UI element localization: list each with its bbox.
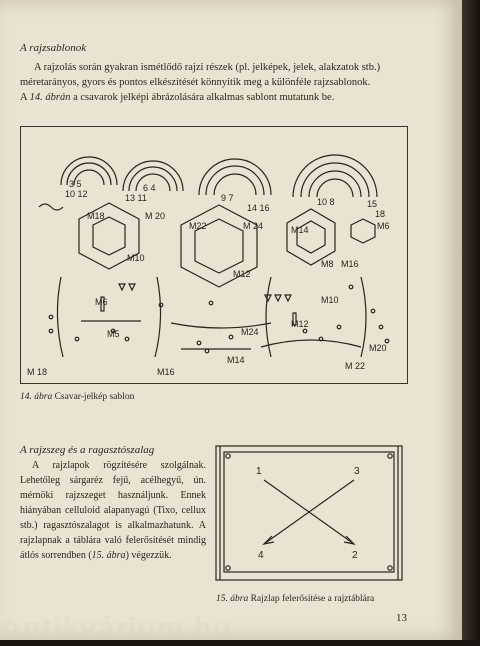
stencil-drawing [21, 127, 407, 383]
corner-label-2: 2 [352, 550, 358, 561]
label-m18-top: M18 [87, 211, 105, 221]
figure-14-ref: 14. ábrán [29, 92, 71, 103]
intro-line-2: méretarányos, gyors és pontos elkészítését könnyítik meg a különféle rajzsablonok. [20, 77, 371, 88]
page-number: 13 [396, 612, 407, 624]
label-m24-low: M24 [241, 327, 259, 337]
watermark: Antikvárium.hu [0, 612, 233, 645]
label-m22-bottom: M 22 [345, 361, 366, 371]
section-heading-pins-tape: A rajzszeg és a ragasztószalag [20, 444, 155, 456]
label-m20-top: M 20 [145, 211, 166, 221]
intro-line-1: A rajzolás során gyakran ismétlődő rajzi részek (pl. jelképek, jelek, alakzatok stb.) [34, 62, 381, 73]
label-m8: M8 [321, 259, 334, 269]
stencil-num-2b: 6 4 [143, 183, 156, 193]
label-m12-low: M12 [291, 319, 309, 329]
label-m16-top: M16 [341, 259, 359, 269]
corner-label-3: 3 [354, 466, 360, 477]
figure-14-caption: 14. ábra Csavar-jelkép sablon [20, 392, 135, 402]
label-m6-right: M6 [377, 221, 390, 231]
label-m22-top: M22 [189, 221, 207, 231]
figure-14-stencil [20, 126, 408, 384]
label-m10: M10 [127, 253, 145, 263]
stencil-num-4c: 18 [375, 209, 386, 219]
label-m5: M5 [107, 329, 120, 339]
figure-15-caption: 15. ábra Rajzlap felerősítése a rajztáblára [216, 594, 375, 604]
label-m14-bottom: M14 [227, 355, 245, 365]
stencil-num-4b: 15 [367, 199, 378, 209]
stencil-num-1: 3 5 [69, 179, 82, 189]
label-m12-mid: M12 [233, 269, 251, 279]
figure-15-ref: 15. ábra [91, 550, 126, 561]
pins-tape-paragraph: A rajzlapok rögzítésére szolgálnak. Lehetőleg sárgaréz fejű, acélhegyű, ún. mérnöki rajzszeget használjunk. Ennek hiányában celluloid alapanyagú (Tixo, cellux stb.) ragasztószalagot is alkalmazhatunk. A rajzlapnak a táblára való felerősítését mindig átlós sorrendben (15. ábra) végezzük. [20, 460, 206, 561]
stencil-num-2: 13 11 [125, 193, 147, 203]
stencil-num-3: 9 7 [221, 193, 234, 203]
figure-15-drawing-board [214, 444, 404, 584]
label-m24-top: M 24 [243, 221, 264, 231]
label-m6-left: M6 [95, 297, 108, 307]
stencil-num-1b: 10 12 [65, 189, 88, 199]
board-diagram [214, 444, 404, 584]
label-m18-bottom: M 18 [27, 367, 48, 377]
intro-paragraph [20, 60, 408, 105]
intro-line-3: A 14. ábrán a csavarok jelképi ábrázolására alkalmas sablont mutatunk be. [20, 92, 335, 103]
stencil-num-3b: 14 16 [247, 203, 270, 213]
corner-label-4: 4 [258, 550, 264, 561]
book-spine-shadow [462, 0, 480, 640]
corner-label-1: 1 [256, 466, 262, 477]
label-m16-bottom: M16 [157, 367, 175, 377]
label-m14-top: M14 [291, 225, 309, 235]
label-m20-right: M20 [369, 343, 387, 353]
section-heading-templates: A rajzsablonok [20, 42, 87, 54]
stencil-num-4: 10 8 [317, 197, 335, 207]
label-m10-right: M10 [321, 295, 339, 305]
